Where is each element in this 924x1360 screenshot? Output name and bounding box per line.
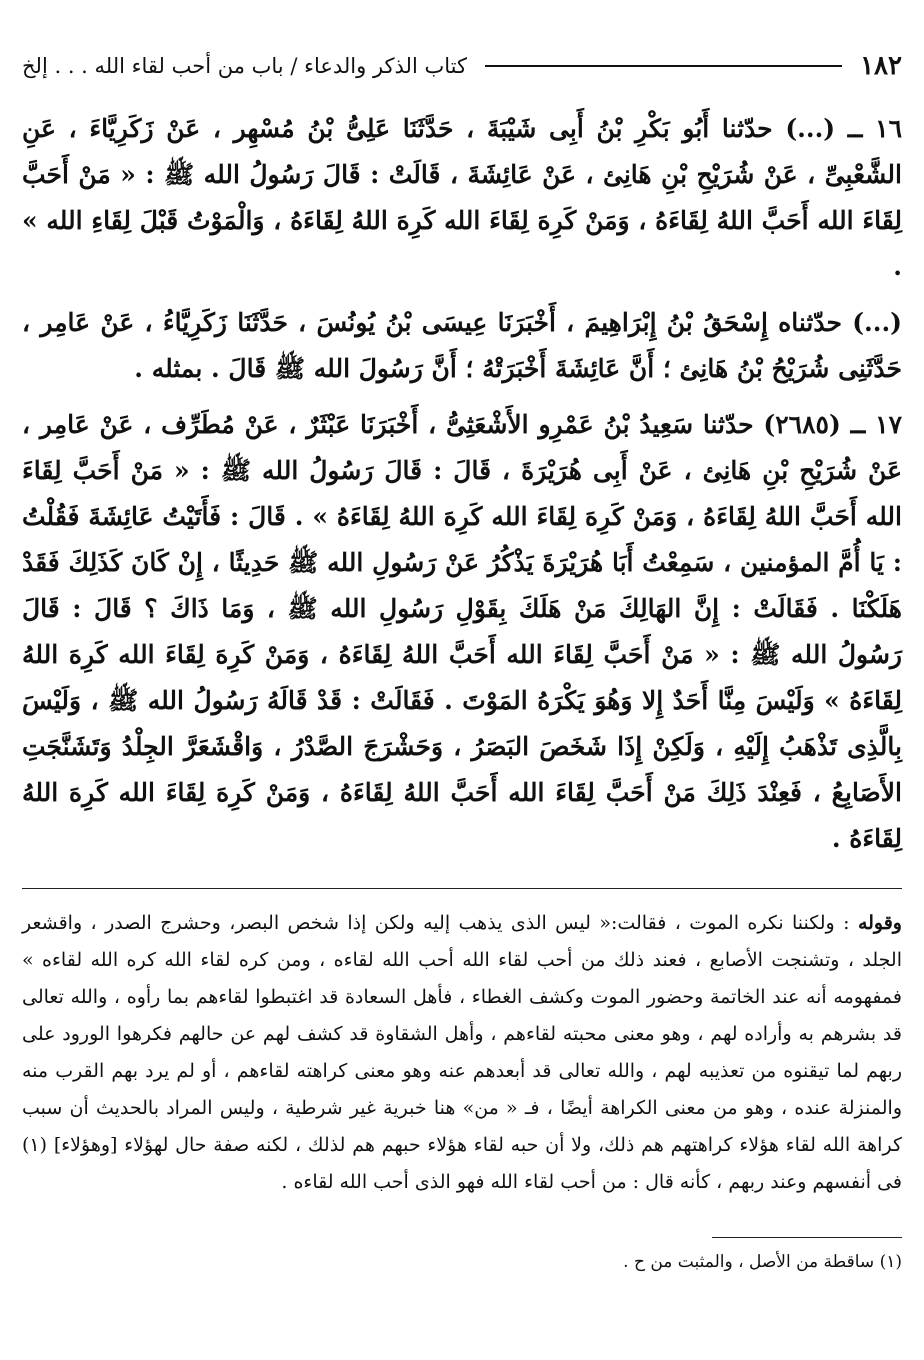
footnote: (١) ساقطة من الأصل ، والمثبت من ح . bbox=[623, 1252, 902, 1272]
footnote-rule bbox=[712, 1237, 902, 1238]
book-page bbox=[22, 48, 902, 1338]
commentary-text: : ولكننا نكره الموت ، فقالت:« ليس الذى يذهب إليه ولكن إذا شخص البصر، وحشرج الصدر ، واقشعر الجلد ، وتشنجت الأصابع ، فعند ذلك من أحب لقاء الله أحب الله لقاءه ، ومن كره لقاء الله كره الله لقاءه » فمفهومه أنه عند الخاتمة وحضور الموت وكشف الغطاء ، فأهل السعادة قد اغتبطوا لقاءهم بما رأوه ، والله تعالى قد بشرهم به وأراده لهم ، وهو معنى محبته لقاءهم ، وأهل الشقاوة قد كشف لهم عن حالهم فكرهوا الورود على ربهم لما تيقنوه من تعذيبه لهم ، والله تعالى قد أبعدهم عنه وهو معنى كراهته لقاءهم ، أو لم يرد بهم القرب منه والمنزلة عنده ، وهو من معنى الكراهة أيضًا ، فـ « من» هنا خبرية غير شرطية ، وليس المراد بالحديث أن سبب كراهة الله لقاء هؤلاء كراهتهم هم ذلك، ولا أن حبه لقاء هؤلاء حبهم هم لذلك ، لكنه صفة حال لهؤلاء [وهؤلاء] (١) فى أنفسهم وعند ربهم ، كأنه قال : من أحب لقاء الله فهو الذى أحب الله لقاءه . bbox=[22, 912, 902, 1193]
page-header bbox=[22, 48, 902, 84]
commentary-lead: وقوله bbox=[857, 912, 902, 934]
hadith-paragraph-17: ١٧ ــ (٢٦٨٥) حدّثنا سَعِيدُ بْنُ عَمْرِو الأَشْعَثِىُّ ، أَخْبَرَنَا عَبْثَرٌ ، عَنْ مُطَرِّف ، عَنْ عَامِر ، عَنْ شُرَيْحِ بْنِ هَانِئ ، عَنْ أَبِى هُرَيْرَةَ ، قَالَ : قَالَ رَسُولُ الله ﷺ : « مَنْ أَحَبَّ لِقَاءَ الله أَحَبَّ اللهُ لِقَاءَهُ ، وَمَنْ كَرِهَ لِقَاءَ الله كَرِهَ اللهُ لِقَاءَهُ » . قَالَ : فَأَتَيْتُ عَائِشَةَ فَقُلْتُ : يَا أُمَّ المؤمنين ، سَمِعْتُ أَبَا هُرَيْرَةَ يَذْكُرُ عَنْ رَسُولِ الله ﷺ حَدِيثًا ، إِنْ كَانَ كَذَلِكَ فَقَدْ هَلَكْنَا . فَقَالَتْ : إِنَّ الهَالِكَ مَنْ هَلَكَ بِقَوْلِ رَسُولِ الله ﷺ ، وَمَا ذَاكَ ؟ قَالَ : قَالَ رَسُولُ الله ﷺ : « مَنْ أَحَبَّ لِقَاءَ الله أَحَبَّ اللهُ لِقَاءَهُ ، وَمَنْ كَرِهَ لِقَاءَ الله كَرِهَ اللهُ لِقَاءَهُ » وَلَيْسَ مِنَّا أَحَدٌ إِلا وَهُوَ يَكْرَهُ المَوْتَ . فَقَالَتْ : قَدْ قَالَهُ رَسُولُ الله ﷺ ، وَلَيْسَ بِالَّذِى تَذْهَبُ إِلَيْهِ ، وَلَكِنْ إِذَا شَخَصَ البَصَرُ ، وَحَشْرَجَ الصَّدْرُ ، وَاقْشَعَرَّ الجِلْدُ وَتَشَنَّجَتِ الأَصَابِعُ ، فَعِنْدَ ذَلِكَ مَنْ أَحَبَّ لِقَاءَ الله أَحَبَّ اللهُ لِقَاءَهُ ، وَمَنْ كَرِهَ لِقَاءَ الله كَرِهَ اللهُ لِقَاءَهُ . bbox=[22, 410, 902, 853]
page-number: ١٨٢ bbox=[860, 51, 902, 81]
running-title: كتاب الذكر والدعاء / باب من أحب لقاء الله . . . إلخ bbox=[22, 54, 467, 78]
hadith-paragraph-16: ١٦ ــ (...) حدّثنا أَبُو بَكْرِ بْنُ أَبِى شَيْبَةَ ، حَدَّثَنَا عَلِىُّ بْنُ مُسْهِر ، عَنْ زَكَرِيَّاءَ ، عَنِ الشَّعْبِىِّ ، عَنْ شُرَيْحِ بْنِ هَانِئ ، عَنْ عَائِشَةَ ، قَالَتْ : قَالَ رَسُولُ الله ﷺ : « مَنْ أَحَبَّ لِقَاءَ الله أَحَبَّ اللهُ لِقَاءَهُ ، وَمَنْ كَرِهَ لِقَاءَ الله كَرِهَ اللهُ لِقَاءَهُ ، وَالْمَوْتُ قَبْلَ لِقَاءِ الله » . bbox=[22, 114, 902, 281]
commentary-section bbox=[22, 905, 902, 1201]
commentary-divider bbox=[22, 888, 902, 889]
commentary-paragraph bbox=[22, 905, 902, 1201]
hadith-text bbox=[22, 106, 902, 862]
hadith-paragraph-16-chain: (...) حدّثناه إِسْحَقُ بْنُ إِبْرَاهِيمَ ، أَخْبَرَنَا عِيسَى بْنُ يُونُسَ ، حَدَّثَنَا زَكَرِيَّاءُ ، عَنْ عَامِر ، حَدَّثَنِى شُرَيْحُ بْنُ هَانِئ ؛ أَنَّ عَائِشَةَ أَخْبَرَتْهُ ؛ أَنَّ رَسُولَ الله ﷺ قَالَ . بمثله . bbox=[22, 308, 902, 383]
header-rule bbox=[485, 65, 842, 67]
